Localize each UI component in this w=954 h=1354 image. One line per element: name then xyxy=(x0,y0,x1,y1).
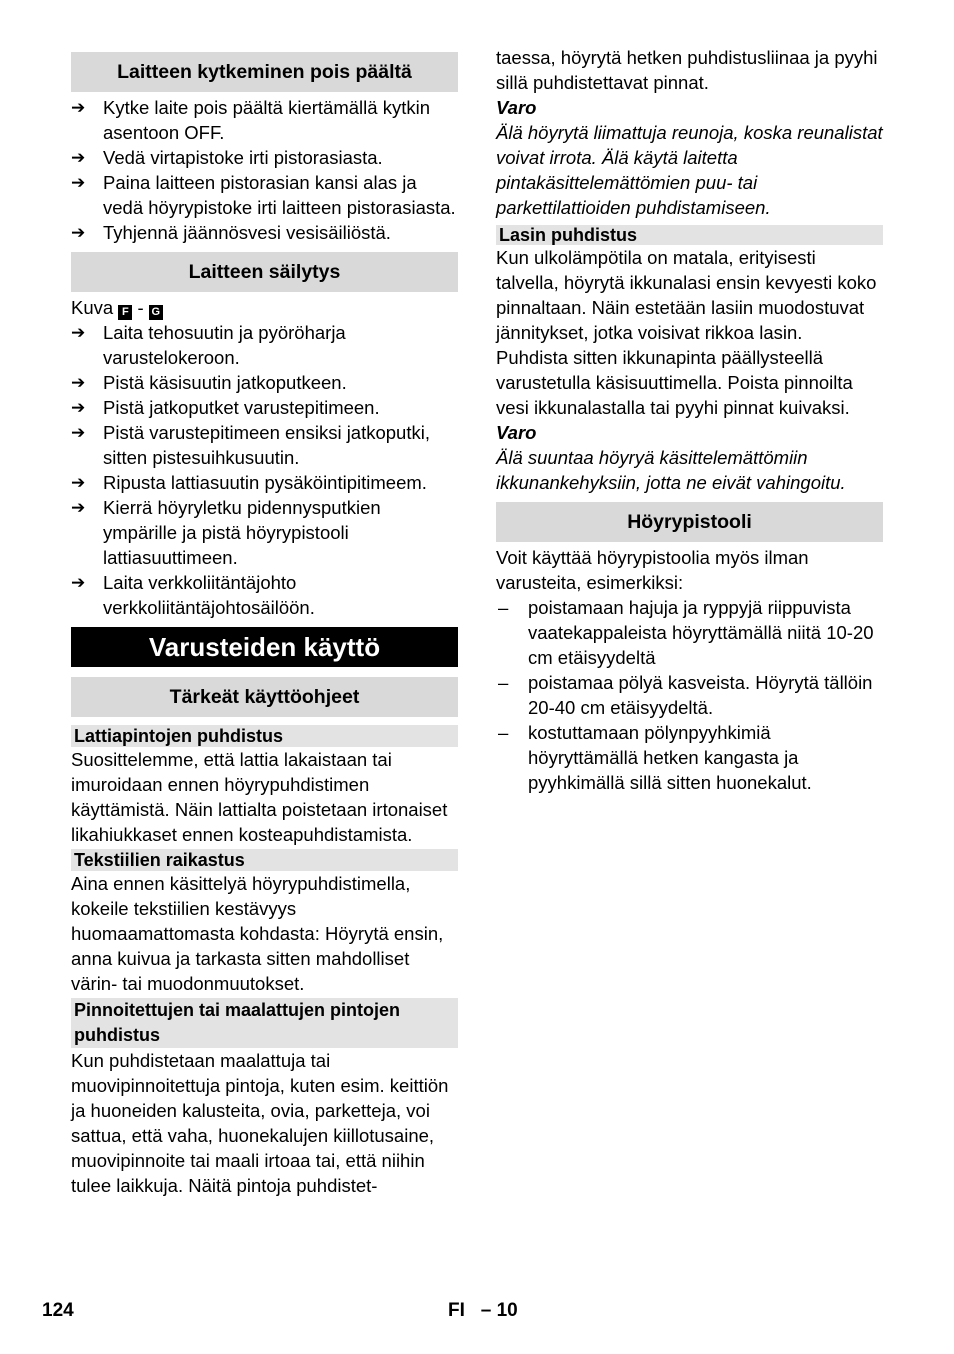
arrow-right-icon: ➔ xyxy=(71,573,86,592)
warning-text: Älä höyrytä liimattuja reunoja, koska reunalistat voivat irrota. Älä käytä laitetta pintakäsittelemättömien puu- tai parkettilattioiden puhdistamiseen. xyxy=(496,122,883,218)
storage-list xyxy=(71,320,458,620)
figure-reference: Kuva F - G xyxy=(71,295,458,320)
arrow-right-icon: ➔ xyxy=(71,173,86,192)
list-item: ➔ Paina laitteen pistorasian kansi alas ja vedä höyrypistoke irti laitteen pistorasiasta. xyxy=(71,172,456,218)
figure-label-box: G xyxy=(149,305,163,320)
list-item: ➔ Pistä jatkoputket varustepitimeen. xyxy=(71,397,380,418)
list-item: – poistamaa pölyä kasveista. Höyrytä tällöin 20-40 cm etäisyydeltä. xyxy=(498,672,873,718)
paragraph-continued: taessa, höyrytä hetken puhdistusliinaa ja pyyhi sillä puhdistettavat pinnat. xyxy=(496,47,878,93)
section-heading-important-instructions: Tärkeät käyttöohjeet xyxy=(71,677,458,717)
warning-label: Varo xyxy=(496,97,537,118)
list-item: ➔ Laita verkkoliitäntäjohto verkkoliitäntäjohtosäilöön. xyxy=(71,572,315,618)
list-item: ➔ Laita tehosuutin ja pyöröharja varustelokeroon. xyxy=(71,322,346,368)
list-item: ➔ Pistä käsisuutin jatkoputkeen. xyxy=(71,372,347,393)
figure-label-box: F xyxy=(118,305,132,320)
left-column xyxy=(71,45,458,1198)
arrow-right-icon: ➔ xyxy=(71,373,86,392)
arrow-right-icon: ➔ xyxy=(71,498,86,517)
list-item: – poistamaan hajuja ja ryppyjä riippuvista vaatekappaleista höyryttämällä niitä 10-20 cm etäisyydeltä xyxy=(498,597,874,668)
section-heading-storage: Laitteen säilytys xyxy=(71,252,458,292)
warning-label: Varo xyxy=(496,422,537,443)
right-column xyxy=(496,45,883,795)
list-item: ➔ Tyhjennä jäännösvesi vesisäiliöstä. xyxy=(71,222,391,243)
paragraph: Suosittelemme, että lattia lakaistaan tai imuroidaan ennen höyrypuhdistimen käyttämistä. Näin lattialta poistetaan irtonaiset likahiukkaset ennen kosteapuhdistamista. xyxy=(71,749,448,845)
arrow-right-icon: ➔ xyxy=(71,423,86,442)
switch-off-list xyxy=(71,95,458,245)
section-heading-switch-off: Laitteen kytkeminen pois päältä xyxy=(71,52,458,92)
subheading-coated-surfaces: Pinnoitettujen tai maalattujen pintojen puhdistus xyxy=(71,998,458,1048)
paragraph: Kun ulkolämpötila on matala, erityisesti talvella, höyrytä ikkunalasi ensin kevyesti koko pinnaltaan. Näin estetään lasiin muodostuvat jännitykset, jotka voisivat rikkoa lasin. xyxy=(496,247,877,343)
arrow-right-icon: ➔ xyxy=(71,223,86,242)
dash-bullet-icon: – xyxy=(498,722,509,743)
section-heading-steam-gun: Höyrypistooli xyxy=(496,502,883,542)
paragraph: Aina ennen käsittelyä höyrypuhdistimella, kokeile tekstiilien kestävyys huomaamattomasta kohdasta: Höyrytä ensin, anna kuivua ja tarkasta sitten mahdolliset värin- tai muodonmuutokset. xyxy=(71,873,444,994)
chapter-heading: Varusteiden käyttö xyxy=(71,627,458,667)
language-page-indicator: FI – 10 xyxy=(448,1300,518,1321)
list-item: ➔ Pistä varustepitimeen ensiksi jatkoputki, sitten pistesuihkusuutin. xyxy=(71,422,430,468)
steam-gun-list xyxy=(496,595,883,795)
dash-bullet-icon: – xyxy=(498,597,509,618)
list-item: – kostuttamaan pölynpyyhkimiä höyryttämällä hetken kangasta ja pyyhkimällä sillä sitten huonekalut. xyxy=(498,722,812,793)
page-number: 124 xyxy=(42,1300,74,1321)
warning-text: Älä suuntaa höyryä käsittelemättömiin ikkunankehyksiin, jotta ne eivät vahingoitu. xyxy=(496,447,846,493)
subheading-glass-cleaning: Lasin puhdistus xyxy=(496,225,883,245)
arrow-right-icon: ➔ xyxy=(71,323,86,342)
arrow-right-icon: ➔ xyxy=(71,473,86,492)
paragraph: Kun puhdistetaan maalattuja tai muovipinnoitettuja pintoja, kuten esim. keittiön ja huoneiden kalusteita, ovia, parketteja, voi sattua, että vaha, huonekalujen kiillotusaine, muovipinnoite tai maali irtoaa tai, että niihin tulee laikkuja. Näitä pintoja puhdistet- xyxy=(71,1050,449,1196)
arrow-right-icon: ➔ xyxy=(71,148,86,167)
paragraph: Puhdista sitten ikkunapinta päällysteellä varustetulla käsisuuttimella. Poista pinnoilta vesi ikkunalastalla tai pyyhi pinnat kuivaksi. xyxy=(496,347,853,418)
paragraph: Voit käyttää höyrypistoolia myös ilman varusteita, esimerkiksi: xyxy=(496,547,809,593)
subheading-floor-cleaning: Lattiapintojen puhdistus xyxy=(71,725,458,747)
list-item: ➔ Kierrä höyryletku pidennysputkien ympärille ja pistä höyrypistooli lattiasuuttimeen. xyxy=(71,497,381,568)
arrow-right-icon: ➔ xyxy=(71,98,86,117)
list-item: ➔ Ripusta lattiasuutin pysäköintipitimeem. xyxy=(71,472,427,493)
list-item: ➔ Kytke laite pois päältä kiertämällä kytkin asentoon OFF. xyxy=(71,97,430,143)
list-item: ➔ Vedä virtapistoke irti pistorasiasta. xyxy=(71,147,383,168)
dash-bullet-icon: – xyxy=(498,672,509,693)
arrow-right-icon: ➔ xyxy=(71,398,86,417)
subheading-textile-refresh: Tekstiilien raikastus xyxy=(71,849,458,871)
